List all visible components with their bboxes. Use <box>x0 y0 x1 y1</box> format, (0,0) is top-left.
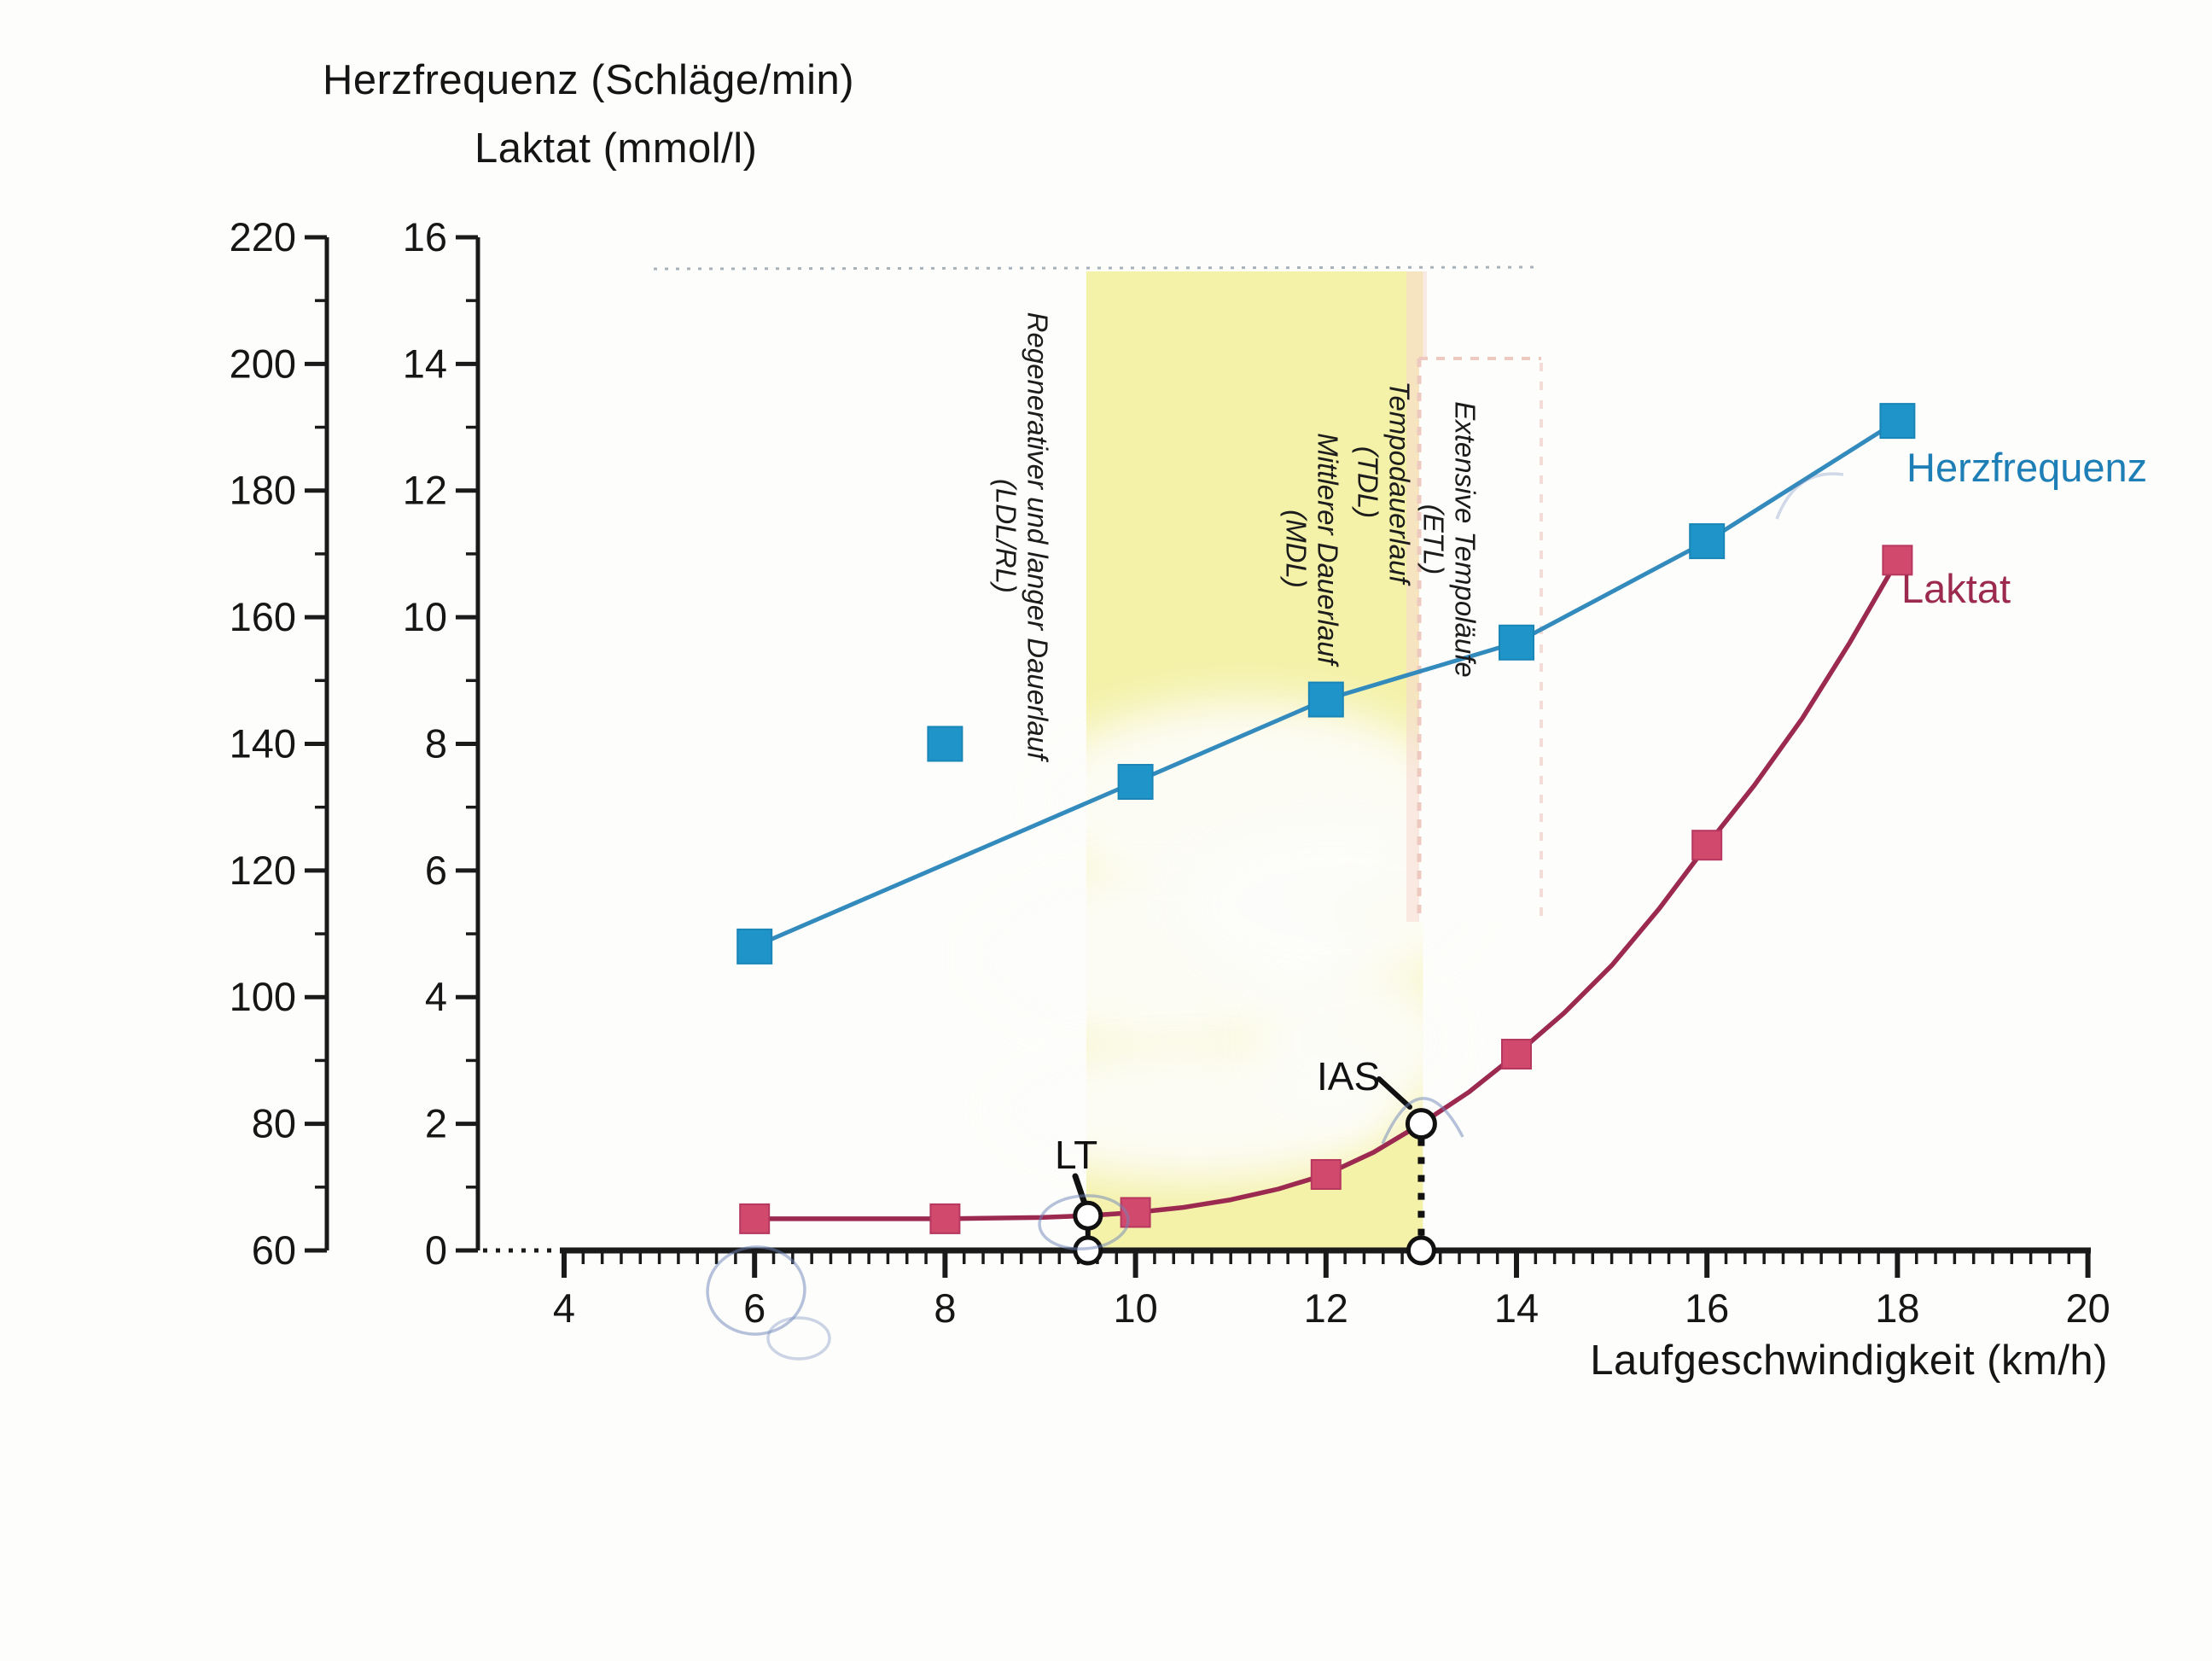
x-axis-tick-label: 6 <box>743 1285 766 1331</box>
lactate-axis-tick-label: 0 <box>424 1227 447 1273</box>
zone-label-etl-line1: Extensive Tempoläufe <box>1449 401 1481 678</box>
lactate-axis-tick-label: 12 <box>402 467 447 513</box>
lt-pointer-line <box>1075 1176 1085 1203</box>
zone-label-mdl-line2: (MDL) <box>1280 510 1312 588</box>
lactate-axis-tick-label: 6 <box>424 847 447 893</box>
laktat-marker <box>1692 830 1721 860</box>
hr-marker <box>737 930 771 964</box>
lactate-axis-tick-label: 14 <box>402 341 447 387</box>
x-axis-title: Laufgeschwindigkeit (km/h) <box>1590 1338 2108 1384</box>
x-axis-tick-label: 14 <box>1493 1285 1540 1331</box>
lt-annotation-label: LT <box>1055 1133 1098 1177</box>
hr-axis-tick-label: 180 <box>229 467 296 513</box>
hr-axis-tick-label: 220 <box>229 213 296 259</box>
laktat-series-label: Laktat <box>1901 566 2011 611</box>
zone-label-tdl-line2: (TDL) <box>1352 446 1383 519</box>
hr-marker <box>1499 626 1534 660</box>
hr-axis-tick-label: 140 <box>229 720 296 766</box>
hr-axis-tick-label: 160 <box>229 594 296 640</box>
pen-scribble <box>768 1318 830 1359</box>
pen-scribble <box>1777 474 1843 519</box>
x-axis-tick-label: 8 <box>934 1285 957 1331</box>
ias-circle <box>1407 1110 1435 1138</box>
zone-label-tdl <box>1352 381 1416 583</box>
lactate-axis-tick-label: 4 <box>424 974 447 1020</box>
lactate-axis-tick-label: 8 <box>424 720 447 766</box>
herzfrequenz-series-label: Herzfrequenz <box>1906 445 2148 490</box>
zone-label-mdl <box>1280 433 1344 664</box>
x-axis-tick-label: 16 <box>1685 1285 1730 1331</box>
laktat-marker <box>1312 1160 1341 1189</box>
hr-axis-title: Herzfrequenz (Schläge/min) <box>323 57 855 103</box>
hr-axis-tick-label: 80 <box>251 1100 296 1146</box>
hr-marker <box>1309 683 1343 717</box>
laktat-marker <box>740 1204 769 1233</box>
zone-label-tdl-line1: Tempodauerlauf <box>1383 381 1416 584</box>
lt-axis-circle <box>1075 1238 1101 1263</box>
zone-label-etl <box>1417 401 1481 677</box>
zone-label-ldl <box>990 312 1054 761</box>
hr-marker-detached <box>928 726 962 761</box>
lactate-axis-tick-label: 10 <box>402 594 447 640</box>
zone-label-etl-line2: (ETL) <box>1417 504 1449 575</box>
lactate-axis-title: Laktat (mmol/l) <box>474 125 758 172</box>
hr-axis-tick-label: 200 <box>229 341 296 387</box>
zone-label-ldl-line1: Regenerativer und langer Dauerlauf <box>1022 312 1054 761</box>
x-axis-tick-label: 10 <box>1113 1285 1158 1331</box>
ias-annotation-label: IAS <box>1317 1054 1381 1099</box>
lt-circle <box>1075 1203 1101 1228</box>
ias-axis-circle <box>1408 1238 1434 1263</box>
lactate-axis-tick-label: 16 <box>402 213 447 259</box>
x-axis-tick-label: 4 <box>552 1285 576 1331</box>
hr-marker <box>1880 404 1914 438</box>
lactate-axis-tick-label: 2 <box>424 1100 447 1146</box>
x-axis-tick-label: 18 <box>1875 1285 1920 1331</box>
zone-label-mdl-line1: Mittlerer Dauerlauf <box>1312 433 1344 665</box>
hr-marker <box>1119 765 1153 799</box>
hr-axis-tick-label: 60 <box>251 1227 296 1273</box>
x-axis-tick-label: 12 <box>1303 1285 1348 1331</box>
hr-marker <box>1690 524 1724 558</box>
hr-axis-tick-label: 120 <box>229 847 296 893</box>
top-dotted-line <box>654 267 1541 269</box>
hr-axis-tick-label: 100 <box>229 974 296 1020</box>
x-axis-tick-label: 20 <box>2065 1285 2110 1331</box>
laktat-marker <box>1502 1040 1531 1069</box>
zone-label-ldl-line2: (LDL/RL) <box>990 479 1022 593</box>
laktat-marker <box>930 1204 959 1233</box>
